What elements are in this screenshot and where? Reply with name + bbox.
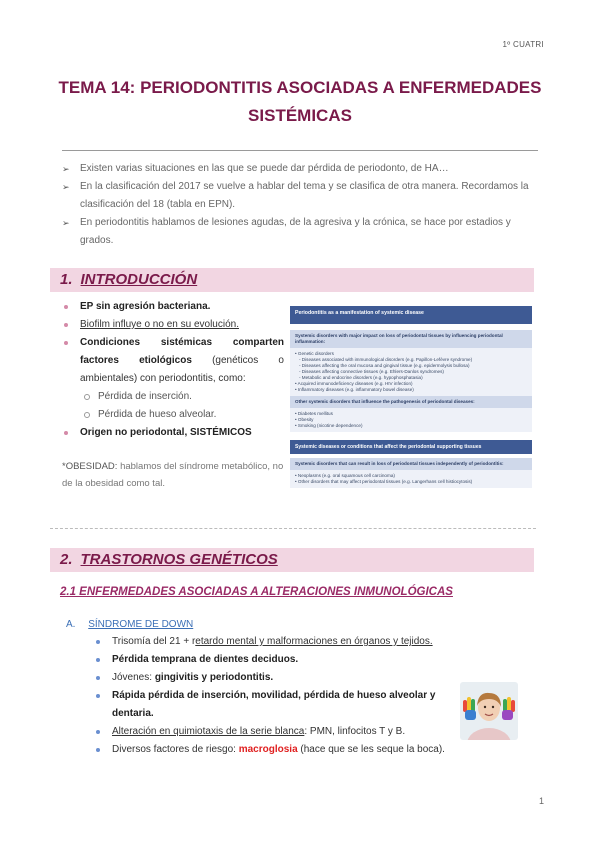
figure-body-1: • Genetic disorders - Diseases associated with immunological disorders (e.g. Papillon-Lefèvre syndrome) - Diseases affecting the oral mucosa and gingival tissue (e.g. epidermolysis bullosa) - Diseases affecting connective tissues (e.g. Ehlers-Danlos syndromes) - Metabolic and endocrine disorders (e.g. hypophosphatasia) • Acquired immunodeficiency diseases (e.g. HIV infection) • Inflammatory diseases (e.g. inflammatory bowel disease) (290, 348, 532, 396)
bullet-icon (96, 640, 100, 644)
figure-band-3: Systemic disorders that can result in loss of periodontal tissues independently of periodontitis: (290, 458, 532, 470)
bullet-icon (96, 694, 100, 698)
list-item: Biofilm influye o no en su evolución. (62, 316, 284, 334)
title-line-2: SISTÉMICAS (248, 106, 352, 125)
list-item: Trisomía del 21 + retardo mental y malformaciones en órganos y tejidos. (94, 633, 454, 651)
list-item: Rápida pérdida de inserción, movilidad, pérdida de hueso alveolar y dentaria. (94, 687, 454, 723)
list-item: ➢ Existen varias situaciones en las que se puede dar pérdida de periodonto, de HA… (62, 160, 540, 178)
systemic-disease-figure (290, 306, 532, 506)
section-divider (50, 528, 536, 529)
course-label: 1º CUATRI (502, 40, 544, 49)
list-item: Origen no periodontal, SISTÉMICOS (62, 424, 284, 442)
bullet-icon (64, 323, 68, 327)
intro-bullets (62, 160, 540, 250)
bullet-icon (64, 431, 68, 435)
figure-body-3: • Neoplasms (e.g. oral squamous cell carcinoma) • Other disorders that may affect periodontal tissues (e.g. Langerhans cell histiocytosis) (290, 470, 532, 488)
list-item: Pérdida temprana de dientes deciduos. (94, 651, 454, 669)
list-subitem: Pérdida de inserción. (62, 388, 284, 406)
obesity-note: *OBESIDAD: hablamos del síndrome metabólico, no de la obesidad como tal. (62, 461, 284, 489)
subsection-title: 2.1 ENFERMEDADES ASOCIADAS A ALTERACIONES INMUNOLÓGICAS (60, 586, 453, 598)
list-subitem: Pérdida de hueso alveolar. (62, 406, 284, 424)
down-syndrome-heading: A. SÍNDROME DE DOWN (66, 619, 194, 630)
list-item: Alteración en quimiotaxis de la serie blanca: PMN, linfocitos T y B. (94, 723, 454, 741)
list-item: ➢ En la clasificación del 2017 se vuelve a hablar del tema y se clasifica de otra manera. Recordamos la clasificación del 18 (tabla en EPN). (62, 178, 540, 214)
arrow-icon: ➢ (62, 182, 70, 192)
figure-band-1: Systemic disorders with major impact on loss of periodontal tissues by influencing periodontal inflammation: (290, 330, 532, 348)
section-1-heading: 1. INTRODUCCIÓN (60, 271, 198, 288)
arrow-icon: ➢ (62, 164, 70, 174)
figure-header-2: Systemic diseases or conditions that affect the periodontal supporting tissues (290, 440, 532, 454)
list-item: Condiciones sistémicas comparten factores etiológicos (genéticos o ambientales) con periodontitis, como: (62, 334, 284, 388)
bullet-icon (96, 730, 100, 734)
figure-header: Periodontitis as a manifestation of systemic disease (290, 306, 532, 324)
list-item: EP sin agresión bacteriana. (62, 298, 284, 316)
circle-bullet-icon (84, 412, 90, 418)
list-item: ➢ En periodontitis hablamos de lesiones agudas, de la agresiva y la crónica, se hace por estadios y grados. (62, 214, 540, 250)
page-title (40, 74, 560, 130)
figure-band-2: Other systemic disorders that influence the pathogenesis of periodontal diseases: (290, 396, 532, 408)
page-number: 1 (538, 796, 544, 806)
introduction-list (62, 298, 284, 442)
title-divider (62, 150, 538, 151)
circle-bullet-icon (84, 394, 90, 400)
bullet-icon (96, 658, 100, 662)
title-line-1: TEMA 14: PERIODONTITIS ASOCIADAS A ENFERMEDADES (58, 78, 542, 97)
list-item: Diversos factores de riesgo: macroglosia (hace que se les seque la boca). (94, 741, 454, 759)
bullet-icon (64, 341, 68, 345)
section-2-heading: 2. TRASTORNOS GENÉTICOS (60, 551, 278, 568)
bullet-icon (96, 676, 100, 680)
bullet-icon (96, 748, 100, 752)
bullet-icon (64, 305, 68, 309)
arrow-icon: ➢ (62, 218, 70, 228)
figure-body-2: • Diabetes mellitus • Obesity • Smoking (nicotine dependence) (290, 408, 532, 432)
child-photo-icon (460, 682, 518, 740)
down-syndrome-list (94, 633, 454, 759)
child-photo (460, 682, 518, 740)
list-item: Jóvenes: gingivitis y periodontitis. (94, 669, 454, 687)
